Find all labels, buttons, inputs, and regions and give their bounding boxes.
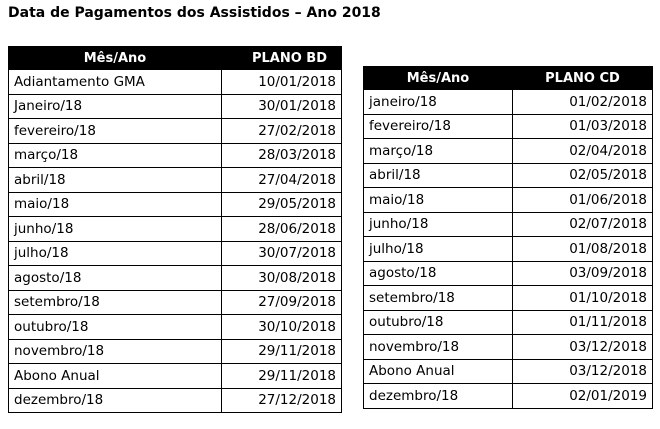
row-payment-date: 27/09/2018: [222, 290, 342, 315]
plan-cd-rows: [364, 90, 653, 409]
row-month: julho/18: [9, 241, 222, 266]
row-month: Janeiro/18: [9, 94, 222, 119]
table-row: [364, 261, 653, 286]
table-row: [364, 114, 653, 139]
row-payment-date: 02/01/2019: [513, 384, 653, 409]
column-header-month: Mês/Ano: [9, 47, 222, 70]
column-header-plan: PLANO CD: [513, 67, 653, 90]
row-payment-date: 10/01/2018: [222, 70, 342, 95]
table-row: [9, 70, 342, 95]
row-payment-date: 29/05/2018: [222, 192, 342, 217]
table-row: [364, 212, 653, 237]
table-row: [9, 290, 342, 315]
table-row: [9, 143, 342, 168]
table-row: [364, 237, 653, 262]
row-month: junho/18: [364, 212, 513, 237]
table-row: [9, 364, 342, 389]
table-row: [364, 139, 653, 164]
table-row: [9, 94, 342, 119]
table-row: [9, 168, 342, 193]
row-month: novembro/18: [9, 339, 222, 364]
row-payment-date: 30/08/2018: [222, 266, 342, 291]
row-payment-date: 30/10/2018: [222, 315, 342, 340]
row-payment-date: 03/12/2018: [513, 359, 653, 384]
row-payment-date: 01/06/2018: [513, 188, 653, 213]
row-month: dezembro/18: [9, 388, 222, 413]
table-row: [9, 217, 342, 242]
row-month: Adiantamento GMA: [9, 70, 222, 95]
row-month: setembro/18: [9, 290, 222, 315]
table-row: [364, 188, 653, 213]
row-payment-date: 03/12/2018: [513, 335, 653, 360]
table-row: [364, 359, 653, 384]
row-month: junho/18: [9, 217, 222, 242]
row-month: maio/18: [9, 192, 222, 217]
row-payment-date: 01/03/2018: [513, 114, 653, 139]
row-month: março/18: [364, 139, 513, 164]
table-row: [364, 310, 653, 335]
row-payment-date: 27/04/2018: [222, 168, 342, 193]
row-month: agosto/18: [9, 266, 222, 291]
row-payment-date: 28/03/2018: [222, 143, 342, 168]
row-payment-date: 28/06/2018: [222, 217, 342, 242]
table-row: [9, 119, 342, 144]
table-row: [9, 241, 342, 266]
row-month: abril/18: [9, 168, 222, 193]
row-payment-date: 03/09/2018: [513, 261, 653, 286]
table-row: [364, 90, 653, 115]
row-payment-date: 01/11/2018: [513, 310, 653, 335]
row-month: Abono Anual: [9, 364, 222, 389]
table-row: [364, 286, 653, 311]
row-payment-date: 02/07/2018: [513, 212, 653, 237]
row-month: dezembro/18: [364, 384, 513, 409]
row-month: agosto/18: [364, 261, 513, 286]
row-payment-date: 01/08/2018: [513, 237, 653, 262]
row-payment-date: 30/01/2018: [222, 94, 342, 119]
row-month: fevereiro/18: [9, 119, 222, 144]
table-row: [9, 192, 342, 217]
row-month: abril/18: [364, 163, 513, 188]
row-payment-date: 02/05/2018: [513, 163, 653, 188]
page-title: Data de Pagamentos dos Assistidos – Ano 2018: [8, 5, 381, 21]
row-payment-date: 27/02/2018: [222, 119, 342, 144]
row-payment-date: 01/10/2018: [513, 286, 653, 311]
row-month: julho/18: [364, 237, 513, 262]
table-row: [9, 315, 342, 340]
row-month: março/18: [9, 143, 222, 168]
row-month: novembro/18: [364, 335, 513, 360]
row-payment-date: 30/07/2018: [222, 241, 342, 266]
row-month: fevereiro/18: [364, 114, 513, 139]
table-header-row: [364, 67, 653, 90]
row-month: maio/18: [364, 188, 513, 213]
table-row: [9, 388, 342, 413]
row-month: Abono Anual: [364, 359, 513, 384]
row-payment-date: 29/11/2018: [222, 364, 342, 389]
row-month: setembro/18: [364, 286, 513, 311]
table-row: [364, 335, 653, 360]
row-month: outubro/18: [364, 310, 513, 335]
table-row: [364, 163, 653, 188]
row-payment-date: 02/04/2018: [513, 139, 653, 164]
row-month: janeiro/18: [364, 90, 513, 115]
row-month: outubro/18: [9, 315, 222, 340]
row-payment-date: 01/02/2018: [513, 90, 653, 115]
table-row: [9, 339, 342, 364]
plan-bd-rows: [9, 70, 342, 413]
column-header-plan: PLANO BD: [222, 47, 342, 70]
table-header-row: [9, 47, 342, 70]
table-row: [364, 384, 653, 409]
plan-bd-table: [8, 46, 342, 413]
column-header-month: Mês/Ano: [364, 67, 513, 90]
plan-cd-table: [363, 66, 653, 409]
row-payment-date: 29/11/2018: [222, 339, 342, 364]
table-row: [9, 266, 342, 291]
row-payment-date: 27/12/2018: [222, 388, 342, 413]
